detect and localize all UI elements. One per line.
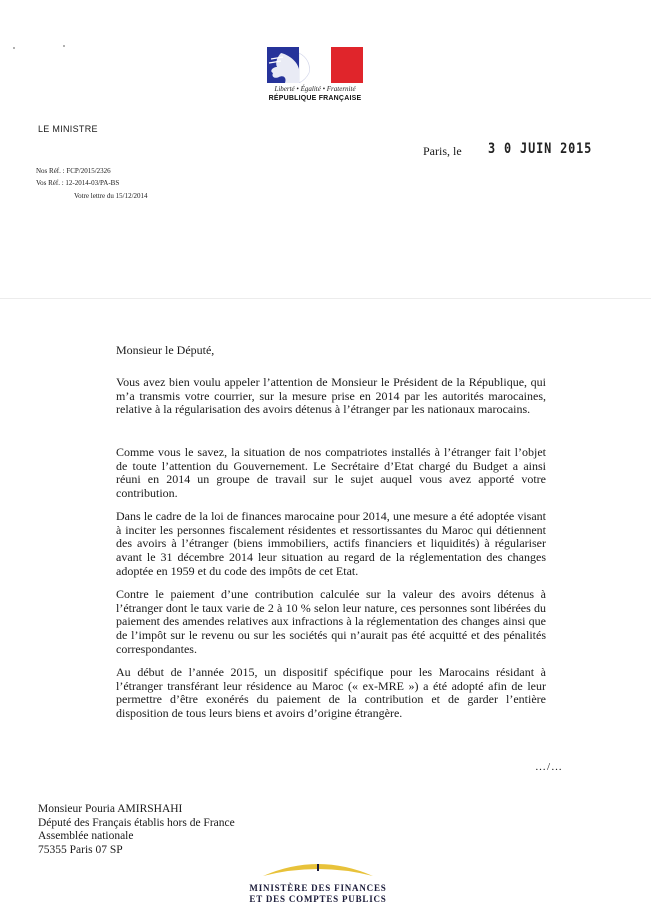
marianne-logo bbox=[267, 47, 363, 102]
body-paragraph: Comme vous le savez, la situation de nos compatriotes installés à l’étranger fait l’objet de toute l’attention du Gouvernement. Le Secrétaire d’Etat chargé du Budget a ainsi réuni en 2014 un groupe de travail sur le sujet auquel vous avez apporté votre contribution. bbox=[116, 445, 546, 501]
salutation: Monsieur le Député, bbox=[116, 343, 215, 357]
marianne-profile-icon bbox=[267, 47, 299, 83]
republic-motto: Liberté • Égalité • Fraternité bbox=[274, 85, 356, 93]
tricolor-flag bbox=[267, 47, 363, 83]
page-fold-line bbox=[0, 298, 651, 299]
ministry-name-line2: ET DES COMPTES PUBLICS bbox=[249, 894, 387, 904]
ministry-name-line1: MINISTÈRE DES FINANCES bbox=[249, 883, 387, 893]
republic-name: RÉPUBLIQUE FRANÇAISE bbox=[268, 95, 362, 102]
ministry-footer bbox=[243, 856, 393, 905]
your-reference: Vos Réf. : 12-2014-03/PA-BS bbox=[36, 179, 120, 187]
body-paragraph: Vous avez bien voulu appeler l’attention de Monsieur le Président de la République, qui m’a transmis votre courrier, sur la mesure prise en 2014 par les autorités marocaines, relative à la régularisation des avoirs détenus à l’étranger par les nationaux marocains. bbox=[116, 375, 546, 417]
recipient-address bbox=[38, 803, 235, 858]
continuation-mark: …/… bbox=[535, 761, 564, 773]
body-paragraph: Contre le paiement d’une contribution calculée sur la valeur des avoirs détenus à l’étranger dont le taux varie de 2 à 10 % selon leur nature, ces personnes sont libérées du paiement des amendes relatives aux infractions à la réglementation des changes ainsi que de l’impôt sur le revenu ou sur les sociétés qui n’aurait pas été acquitté et des pénalités correspondantes. bbox=[116, 587, 546, 656]
scan-dot bbox=[63, 45, 65, 47]
our-reference: Nos Réf. : FCP/2015/2326 bbox=[36, 167, 111, 175]
scan-dot bbox=[13, 47, 15, 49]
flag-red-band bbox=[331, 47, 363, 83]
body-paragraph: Au début de l’année 2015, un dispositif spécifique pour les Marocains résidant à l’étranger transférant leur résidence au Maroc (« ex-MRE ») a été adopté afin de leur permettre d’être exonérés du paiement de la contribution et de garder l’entière disposition de tous leurs biens et avoirs d’origine étrangère. bbox=[116, 665, 546, 721]
recipient-name: Monsieur Pouria AMIRSHAHI bbox=[38, 803, 183, 815]
your-letter-date: Votre lettre du 15/12/2014 bbox=[74, 192, 148, 200]
recipient-function: Député des Français établis hors de France bbox=[38, 816, 235, 829]
recipient-postcode: 75355 Paris 07 SP bbox=[38, 844, 123, 857]
body-paragraph: Dans le cadre de la loi de finances marocaine pour 2014, une mesure a été adoptée visant à inciter les personnes fiscalement résidentes et ressortissantes du Maroc qui détiennent des avoirs à l’étranger (biens immobiliers, actifs financiers et liquidités) à régulariser avant le 31 décembre 2014 leur situation au regard de la réglementation des changes adoptée en 1959 et du code des impôts de cet Etat. bbox=[116, 509, 546, 578]
flag-white-band bbox=[299, 47, 331, 83]
marianne-face-icon bbox=[299, 47, 331, 83]
recipient-institution: Assemblée nationale bbox=[38, 830, 134, 843]
flag-blue-band bbox=[267, 47, 299, 83]
ministry-arc-icon bbox=[243, 856, 393, 878]
letter-date-stamp: 3 0 JUIN 2015 bbox=[488, 141, 593, 157]
sender-title: LE MINISTRE bbox=[38, 124, 98, 134]
letter-place: Paris, le bbox=[423, 144, 462, 158]
